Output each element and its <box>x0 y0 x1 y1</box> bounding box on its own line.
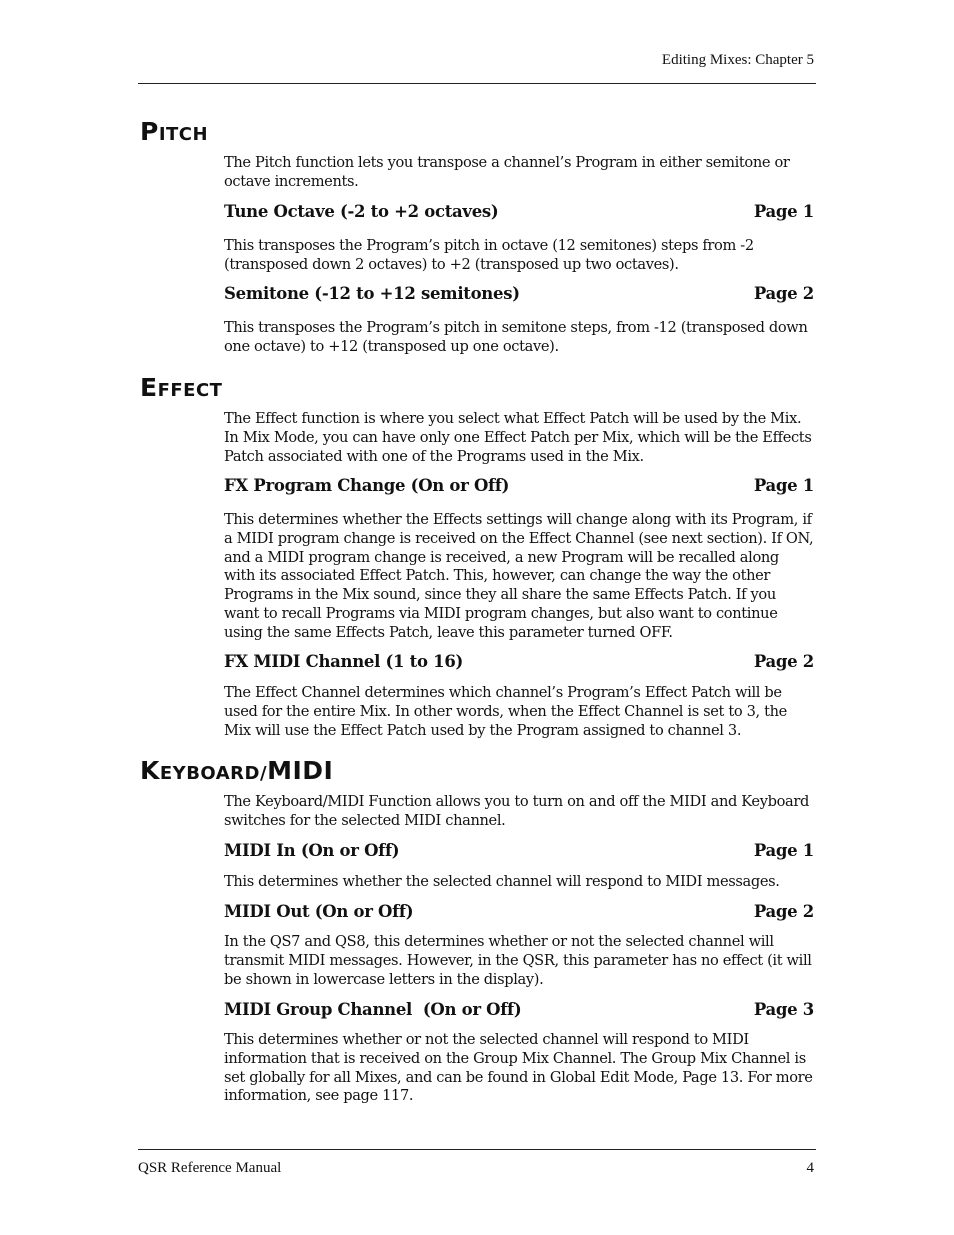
param-name: Tune Octave (-2 to +2 octaves) <box>224 202 499 221</box>
title-cap: E <box>140 373 158 402</box>
header-rule <box>138 83 816 84</box>
running-header: Editing Mixes: Chapter 5 <box>661 52 814 68</box>
effect-intro: The Effect function is where you select what Effect Patch will be used by the Mix. In Mix Mode, you can have only one Effect Patch per Mix, which will be the Effects Patch associated with one of the Programs used in the Mix. <box>224 410 812 465</box>
section-title-pitch <box>140 119 208 144</box>
pitch-intro: The Pitch function lets you transpose a channel’s Program in either semitone or octave increments. <box>224 154 790 190</box>
title-rest: ITCH <box>158 124 209 145</box>
param-desc-tune-octave: This transposes the Program’s pitch in octave (12 semitones) steps from -2 (transposed down 2 octaves) to +2 (transposed up two octaves). <box>224 237 754 273</box>
param-desc-fx-midi-channel: The Effect Channel determines which channel’s Program’s Effect Patch will be used for the entire Mix. In other words, when the Effect Channel is set to 3, the Mix will use the Effect Patch used by the Program assigned to channel 3. <box>224 684 787 739</box>
param-heading-tune-octave <box>224 202 814 222</box>
param-name: FX Program Change (On or Off) <box>224 476 510 495</box>
section-title-effect <box>140 375 222 400</box>
param-name: FX MIDI Channel (1 to 16) <box>224 652 464 671</box>
footer-manual-title: QSR Reference Manual <box>138 1160 282 1176</box>
page-number: 4 <box>806 1160 814 1176</box>
title-tail: MIDI <box>267 756 334 785</box>
param-desc-midi-out: In the QS7 and QS8, this determines whether or not the selected channel will transmit MIDI messages. However, in the QSR, this parameter has no effect (it will be shown in lowercase letters in the display). <box>224 933 812 988</box>
title-rest: EYBOARD/ <box>159 763 268 784</box>
section-title-keyboard-midi <box>140 758 333 783</box>
param-name: MIDI Out (On or Off) <box>224 902 414 921</box>
param-page: Page 2 <box>753 652 814 671</box>
param-page: Page 2 <box>753 902 814 921</box>
title-cap: P <box>140 117 159 146</box>
footer-rule <box>138 1149 816 1150</box>
param-page: Page 1 <box>753 202 814 221</box>
param-heading-midi-out <box>224 902 814 922</box>
keyboard-midi-intro: The Keyboard/MIDI Function allows you to turn on and off the MIDI and Keyboard switches for the selected MIDI channel. <box>224 793 810 829</box>
param-heading-fx-program-change <box>224 476 814 496</box>
param-page: Page 2 <box>753 284 814 303</box>
title-rest: FFECT <box>157 380 223 401</box>
param-page: Page 1 <box>753 841 814 860</box>
param-name: MIDI Group Channel (On or Off) <box>224 1000 522 1019</box>
param-desc-midi-in: This determines whether the selected channel will respond to MIDI messages. <box>224 873 780 890</box>
param-desc-semitone: This transposes the Program’s pitch in semitone steps, from -12 (transposed down one octave) to +12 (transposed up one octave). <box>224 319 808 355</box>
param-heading-fx-midi-channel <box>224 652 814 672</box>
param-page: Page 3 <box>753 1000 814 1019</box>
param-name: MIDI In (On or Off) <box>224 841 400 860</box>
param-heading-midi-group-channel <box>224 1000 814 1020</box>
param-page: Page 1 <box>753 476 814 495</box>
param-name: Semitone (-12 to +12 semitones) <box>224 284 520 303</box>
param-heading-midi-in <box>224 841 814 861</box>
param-desc-midi-group-channel: This determines whether or not the selected channel will respond to MIDI information that is received on the Group Mix Channel. The Group Mix Channel is set globally for all Mixes, and can be found in Global Edit Mode, Page 13. For more information, see page 117. <box>224 1031 813 1105</box>
param-heading-semitone <box>224 284 814 304</box>
param-desc-fx-program-change: This determines whether the Effects settings will change along with its Program, if a MIDI program change is received on the Effect Channel (see next section). If ON, and a MIDI program change is received, a new Program will be recalled along with its associated Effect Patch. This, however, can change the way the other Programs in the Mix sound, since they all share the same Effects Patch. If you want to recall Programs via MIDI program changes, but also want to continue using the same Effects Patch, leave this parameter turned OFF. <box>224 511 814 641</box>
title-cap: K <box>140 756 160 785</box>
